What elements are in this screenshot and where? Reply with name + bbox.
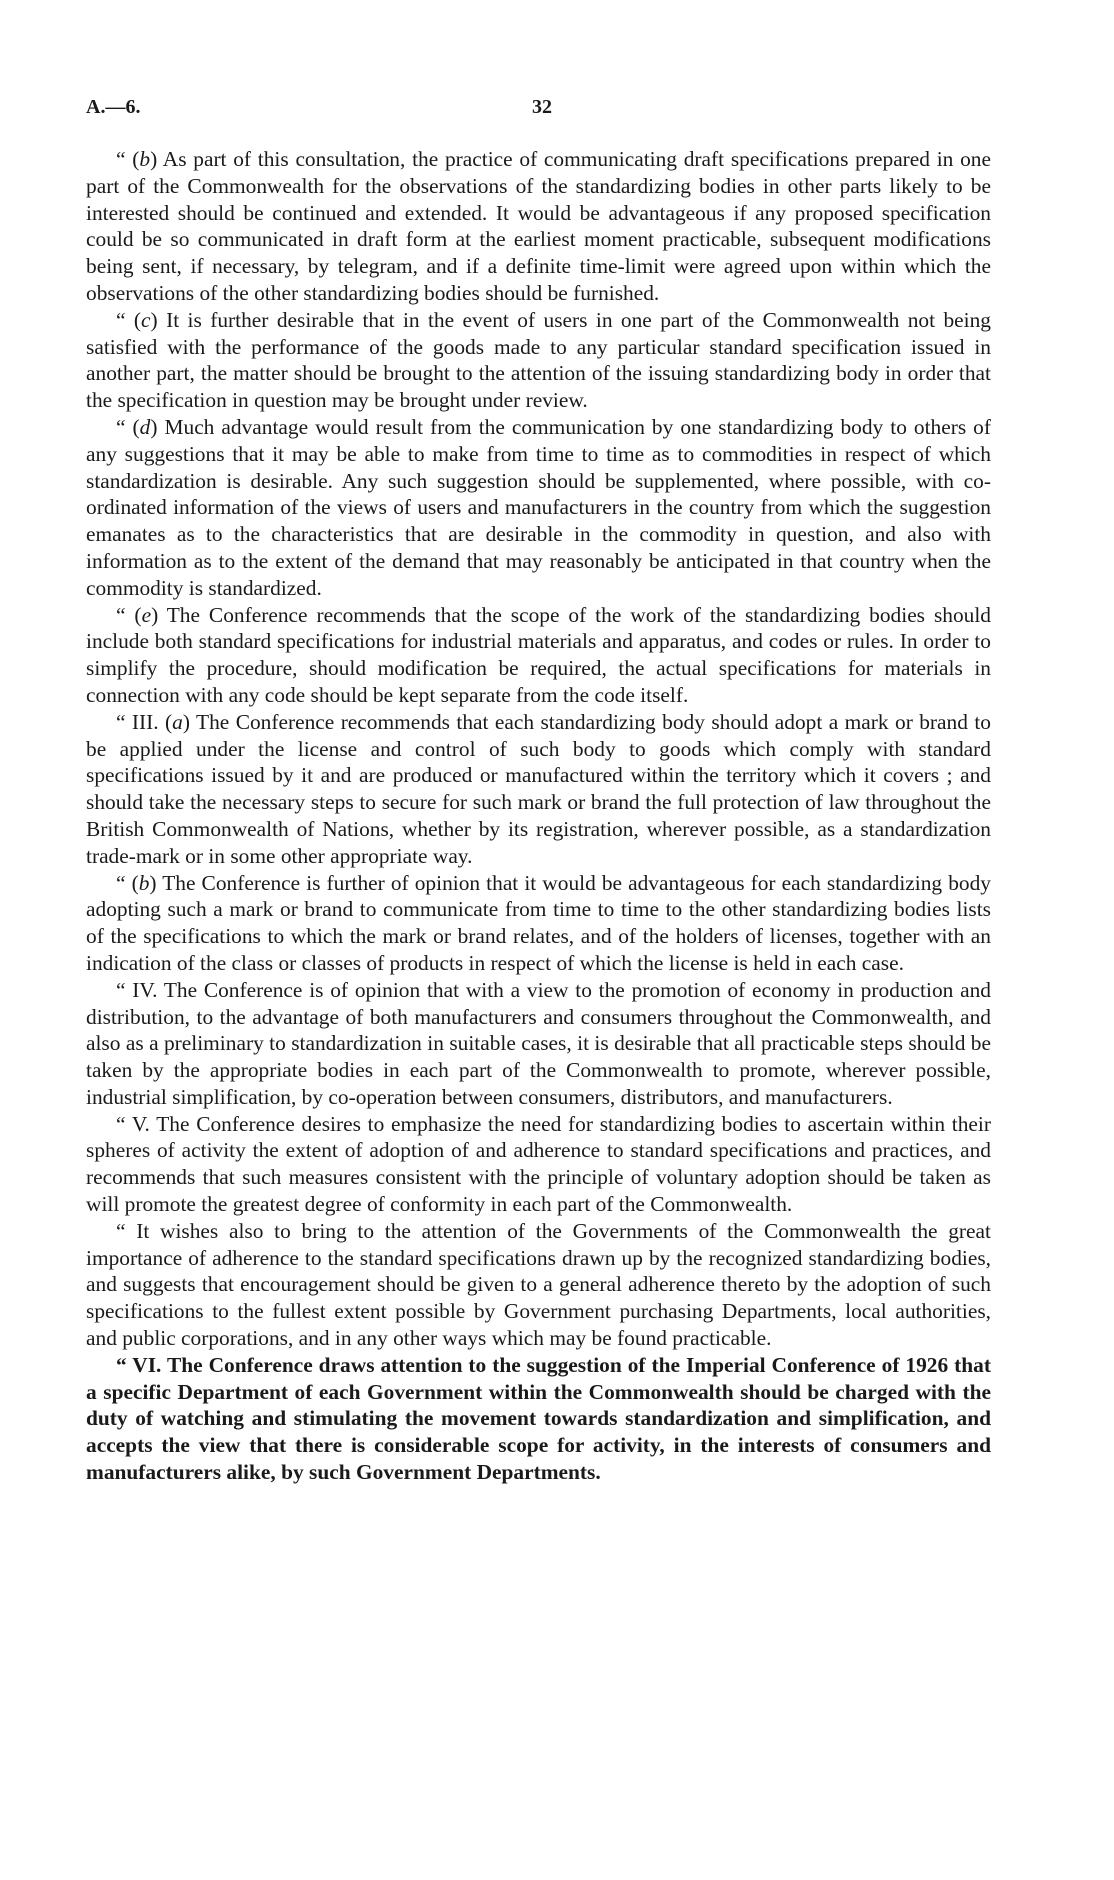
paragraph-c-users: [86, 307, 991, 414]
para-label: c: [141, 307, 151, 332]
document-reference: A.—6.: [86, 96, 141, 118]
paragraph-b-consultation: [86, 146, 991, 307]
para-label: b: [139, 147, 151, 171]
paragraph-iii-b-lists: [86, 870, 991, 977]
para-label: b: [138, 870, 150, 895]
para-prefix: “ (: [116, 414, 140, 439]
para-text: ) The Conference recommends that each standardizing body should adopt a mark or brand to be applied under the license and control of such body to goods which comply with standard specifications issued by it and are produced or manufactured within the territory which it covers ; and should take the necessary steps to secure for such mark or brand the full protection of law throughout the British Commonwealth of Nations, whether by its registration, wherever possible, as a standardization trade-mark or in some other appropriate way.: [86, 709, 991, 868]
para-prefix: “ III. (: [116, 709, 173, 734]
paragraph-e-scope: [86, 602, 991, 709]
para-text: “ VI. The Conference draws attention to the suggestion of the Imperial Conference of 1926 that a specific Department of each Government within the Commonwealth should be charged with the duty of watching and stimulating the movement towards standardization and simplification, and accepts the view that there is considerable scope for activity, in the interests of consumers and manufacturers alike, by such Government Departments.: [86, 1352, 991, 1485]
para-label: d: [139, 414, 151, 439]
para-label: e: [141, 602, 152, 627]
para-text: “ It wishes also to bring to the attention of the Governments of the Commonwealth the great importance of adherence to the standard specifications drawn up by the recognized standardizing bodies, and suggests that encouragement should be given to a general adherence thereto by the adoption of such specifications to the fullest extent possible by Government purchasing Departments, local authorities, and public corporations, and in any other ways which may be found practicable.: [86, 1218, 991, 1351]
para-text: “ IV. The Conference is of opinion that with a view to the promotion of economy in production and distribution, to the advantage of both manufacturers and consumers throughout the Commonwealth, and also as a preliminary to standardization in suitable cases, it is desirable that all practicable steps should be taken by the appropriate bodies in each part of the Commonwealth to promote, wherever possible, industrial simplification, by co-operation between consumers, distributors, and manufacturers.: [86, 977, 991, 1109]
para-text: ) Much advantage would result from the communication by one standardizing body to others of any suggestions that it may be able to make from time to time as to commodities in respect of which standardization is desirable. Any such suggestion should be supplemented, where possible, with co-ordinated information of the views of users and manufacturers in the country from which the suggestion emanates as to the characteristics that are desirable in the commodity in question, and also with information as to the extent of the demand that may reasonably be anticipated in that country when the commodity is standardized.: [86, 414, 992, 600]
page-header: [86, 96, 991, 136]
para-text: ) As part of this consultation, the practice of communicating draft specifications prepared in one part of the Commonwealth for the observations of the standardizing bodies in other parts likely to be interested should be continued and extended. It would be advantageous if any proposed specification could be so communicated in draft form at the earliest moment practicable, subsequent modifications being sent, if necessary, by telegram, and if a definite time-limit were agreed upon within which the observations of the other standardizing bodies should be furnished.: [86, 147, 991, 305]
para-text: ) It is further desirable that in the event of users in one part of the Commonwealth not being satisfied with the performance of the goods made to any particular standard specification issued in another part, the matter should be brought to the attention of the issuing standardizing body in order that the specification in question may be brought under review.: [86, 307, 991, 413]
page-number: 32: [532, 96, 552, 118]
paragraph-v-adoption: [86, 1111, 991, 1218]
document-page: [86, 96, 991, 1856]
para-text: “ V. The Conference desires to emphasize the need for standardizing bodies to ascertain within their spheres of activity the extent of adoption of and adherence to standard specifications and practices, and recommends that such measures consistent with the principle of voluntary adoption should be taken as will promote the greatest degree of conformity in each part of the Commonwealth.: [86, 1111, 991, 1217]
para-label: a: [172, 709, 183, 734]
para-prefix: “ (: [116, 870, 139, 895]
paragraph-iii-a-mark: [86, 709, 991, 870]
paragraph-d-suggestions: [86, 414, 991, 602]
para-prefix: “ (: [116, 147, 140, 171]
document-body: [86, 146, 991, 1486]
paragraph-v-governments: [86, 1218, 991, 1352]
para-prefix: “ (: [116, 602, 142, 627]
para-text: ) The Conference recommends that the scope of the work of the standardizing bodies should include both standard specifications for industrial materials and apparatus, and codes or rules. In order to simplify the procedure, should modification be required, the actual specifications for materials in connection with any code should be kept separate from the code itself.: [86, 602, 991, 707]
para-prefix: “ (: [116, 307, 142, 332]
paragraph-iv-simplification: [86, 977, 991, 1111]
paragraph-vi-department: [86, 1352, 991, 1486]
para-text: ) The Conference is further of opinion that it would be advantageous for each standardizing body adopting such a mark or brand to communicate from time to time to the other standardizing bodies lists of the specifications to which the mark or brand relates, and of the holders of licenses, together with an indication of the class or classes of products in respect of which the license is held in each case.: [86, 870, 991, 975]
